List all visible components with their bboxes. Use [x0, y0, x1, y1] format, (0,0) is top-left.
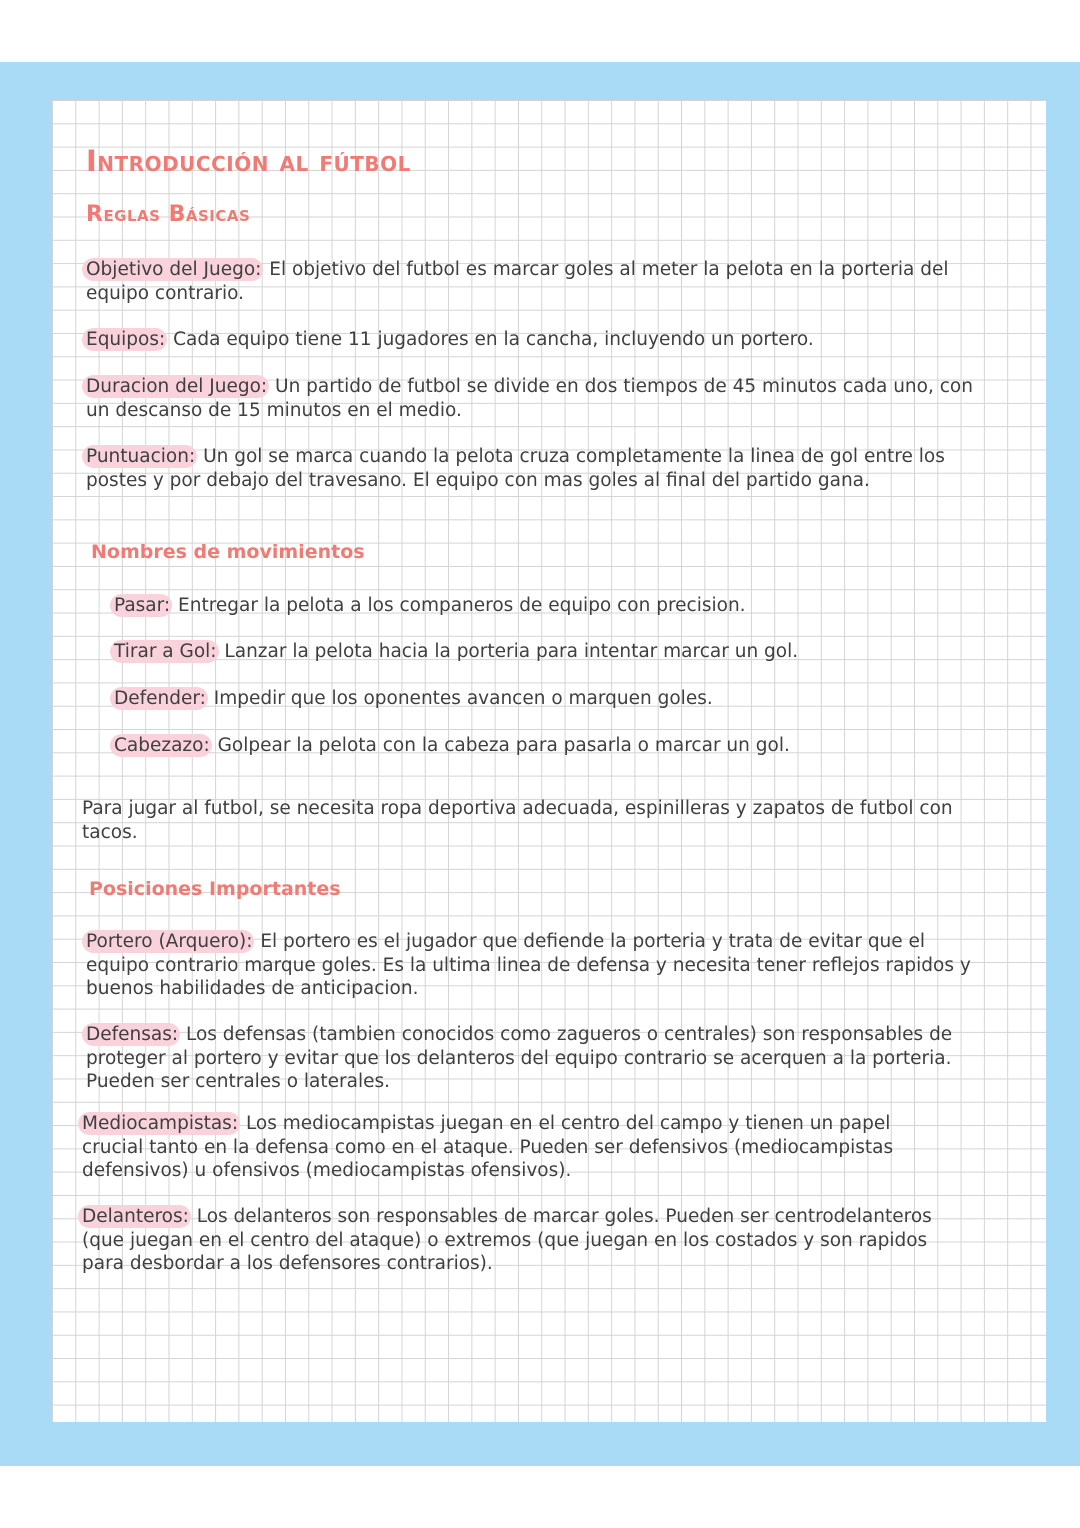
text-pasar: Entregar la pelota a los companeros de equipo con precision. — [172, 595, 746, 616]
pos-defensas — [86, 1023, 986, 1094]
text-defensas: Los defensas (tambien conocidos como zagueros o centrales) son responsables de proteger al portero y evitar que los delanteros del equipo contrario se acerquen a la porteria. Pueden ser centrales o laterales. — [86, 1024, 953, 1092]
regla-objetivo — [86, 258, 986, 305]
term-defender: Defender: — [110, 687, 208, 710]
posiciones-heading: Posiciones Importantes — [89, 878, 341, 900]
movimientos-heading: Nombres de movimientos — [91, 541, 365, 563]
mov-pasar — [114, 594, 974, 618]
term-cabezazo: Cabezazo: — [110, 734, 212, 757]
text-tirar: Lanzar la pelota hacia la porteria para intentar marcar un gol. — [218, 641, 799, 662]
regla-duracion — [86, 375, 996, 422]
pos-mediocampistas — [82, 1112, 922, 1183]
mov-defender — [114, 687, 974, 711]
text-objetivo: El objetivo del futbol es marcar goles al meter la pelota en la porteria del equipo contrario. — [86, 259, 949, 304]
term-delanteros: Delanteros: — [78, 1205, 191, 1228]
term-puntuacion: Puntuacion: — [82, 445, 197, 468]
term-tirar: Tirar a Gol: — [110, 640, 219, 663]
mov-tirar — [114, 640, 974, 664]
term-objetivo: Objetivo del Juego: — [82, 258, 263, 281]
text-delanteros: Los delanteros son responsables de marcar goles. Pueden ser centrodelanteros (que juegan en el centro del ataque) o extremos (que juegan en los costados y son rapidos para desbordar a los defensores contrarios). — [82, 1206, 932, 1274]
regla-puntuacion — [86, 445, 986, 492]
text-cabezazo: Golpear la pelota con la cabeza para pasarla o marcar un gol. — [211, 735, 790, 756]
page-title: Introducción al fútbol — [86, 144, 411, 178]
mov-cabezazo — [114, 734, 974, 758]
term-defensas: Defensas: — [82, 1023, 180, 1046]
regla-equipos — [86, 328, 986, 352]
text-defender: Impedir que los oponentes avancen o marquen goles. — [207, 688, 713, 709]
reglas-heading: Reglas Básicas — [86, 202, 251, 227]
text-puntuacion: Un gol se marca cuando la pelota cruza completamente la linea de gol entre los postes y por debajo del travesano. El equipo con mas goles al final del partido gana. — [86, 446, 945, 491]
term-duracion: Duracion del Juego: — [82, 375, 269, 398]
text-mediocampistas: Los mediocampistas juegan en el centro del campo y tienen un papel crucial tanto en la defensa como en el ataque. Pueden ser defensivos (mediocampistas defensivos) u ofensivos (mediocampistas ofensivos). — [82, 1113, 894, 1181]
term-portero: Portero (Arquero): — [82, 930, 254, 953]
pos-portero — [86, 930, 986, 1001]
pos-delanteros — [82, 1205, 962, 1276]
grid-paper — [52, 100, 1046, 1422]
text-duracion: Un partido de futbol se divide en dos tiempos de 45 minutos cada uno, con un descanso de 15 minutos en el medio. — [86, 376, 973, 421]
text-equipos: Cada equipo tiene 11 jugadores en la cancha, incluyendo un portero. — [167, 329, 814, 350]
term-pasar: Pasar: — [110, 594, 172, 617]
term-equipos: Equipos: — [82, 328, 167, 351]
term-mediocampistas: Mediocampistas: — [78, 1112, 240, 1135]
equipo-note: Para jugar al futbol, se necesita ropa deportiva adecuada, espinilleras y zapatos de futbol con tacos. — [82, 798, 953, 843]
text-portero: El portero es el jugador que defiende la porteria y trata de evitar que el equipo contrario marque goles. Es la ultima linea de defensa y necesita tener reflejos rapidos y buenos habilidades de anticipacion. — [86, 931, 971, 999]
